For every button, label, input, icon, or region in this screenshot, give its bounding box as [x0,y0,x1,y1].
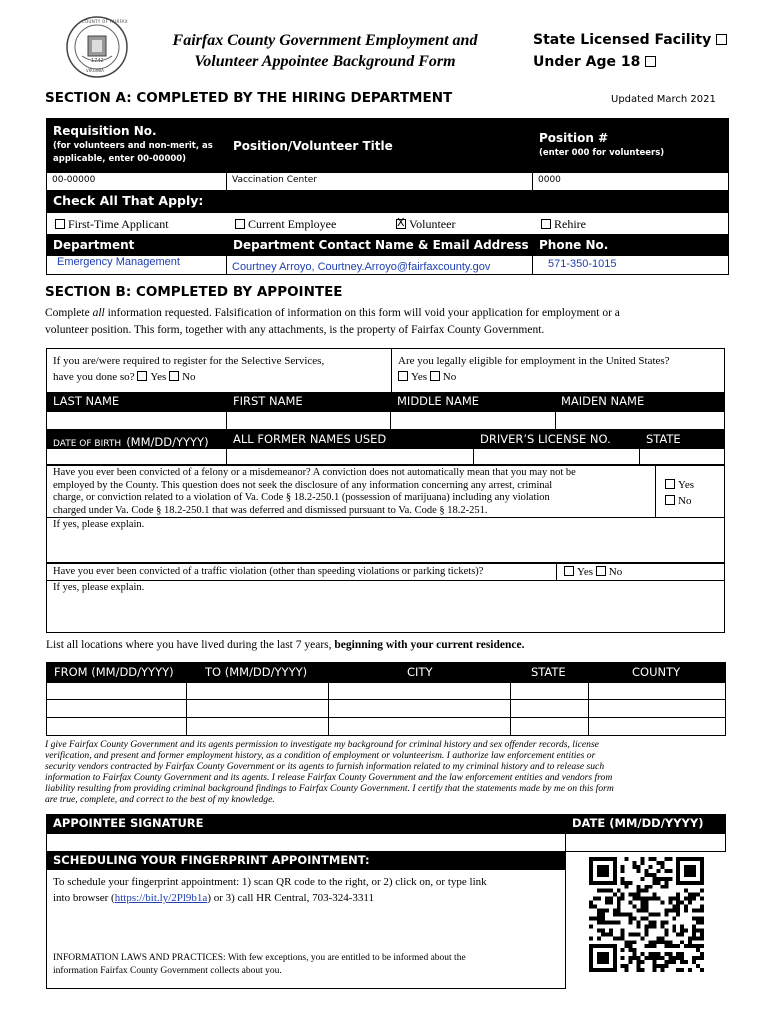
rehire-label: Rehire [554,217,586,231]
name-input-row[interactable] [46,411,725,430]
fingerprint-text-1: To schedule your fingerprint appointment: 1) scan QR code to the right, or 2) click on, or type link [53,876,487,888]
felony-question-2: employed by the County. This question does not seek the disclosure of any information concerning any arrest, criminal [53,479,553,491]
department-label: Department [53,238,135,252]
department-value[interactable]: Emergency Management [57,256,180,268]
fingerprint-text-2: into browser ( [53,892,115,904]
contact-label: Department Contact Name & Email Address [233,238,529,252]
under-age-checkbox[interactable] [645,56,656,67]
fingerprint-label: SCHEDULING YOUR FINGERPRINT APPOINTMENT: [53,853,370,867]
current-employee-checkbox[interactable] [235,219,245,229]
first-name-label: FIRST NAME [233,394,303,408]
phone-label: Phone No. [539,238,609,252]
first-time-checkbox[interactable] [55,219,65,229]
traffic-yes-checkbox[interactable] [564,566,574,576]
res-to-label: TO (MM/DD/YYYY) [205,665,308,679]
traffic-no-label: No [608,566,623,578]
signature-label: APPOINTEE SIGNATURE [53,816,204,830]
eligible-no-label: No [442,371,457,383]
res-city-label: CITY [407,665,433,679]
traffic-explain[interactable]: If yes, please explain. [53,582,145,593]
res-state-label: STATE [531,665,566,679]
requisition-label: Requisition No. [53,124,157,138]
selective-yes-checkbox[interactable] [137,371,147,381]
current-employee-label: Current Employee [248,217,337,231]
title-line-1: Fairfax County Government Employment and [172,32,478,49]
section-b-title: SECTION B: COMPLETED BY APPOINTEE [45,284,343,300]
license-label: DRIVER’S LICENSE NO. [480,432,611,446]
seal-bottom-text: VIRGINIA [86,68,104,73]
requisition-value[interactable]: 00-00000 [52,175,96,185]
info-laws-2: information Fairfax County Government collects about you. [53,966,282,976]
under-age-label: Under Age 18 [533,54,641,70]
selective-question-1: If you are/were required to register for the Selective Services, [53,355,325,367]
fingerprint-text-3: ) or 3) call HR Central, 703-324-3311 [207,892,375,904]
fingerprint-link[interactable]: https://bit.ly/2Pl9b1a [114,892,208,904]
felony-yes-checkbox[interactable] [665,479,675,489]
felony-question-4: charged under Va. Code § 18.2-250.1 that was deferred and dismissed pursuant to Va. Code § 18.2-251. [53,504,488,516]
former-names-label: ALL FORMER NAMES USED [233,432,387,446]
felony-question-3: charge, or conviction related to a violation of Va. Code § 18.2-250.1 (possession of marijuana) including any violation [53,492,550,503]
seal-top-text: COUNTY OF FAIRFAX [82,19,128,24]
eligible-question: Are you legally eligible for employment in the United States? [398,355,670,367]
position-num-value[interactable]: 0000 [538,175,561,185]
check-all-bar [46,191,729,212]
felony-no-label: No [678,495,692,507]
volunteer-checkbox[interactable] [396,219,406,229]
seal-year: 1742 [91,58,104,64]
felony-no-checkbox[interactable] [665,495,675,505]
date-field[interactable] [565,833,726,852]
section-a-values-row [46,172,729,191]
eligible-yes-checkbox[interactable] [398,371,408,381]
info-laws-1: INFORMATION LAWS AND PRACTICES: With few exceptions, you are entitled to be informed about the [53,953,466,963]
requisition-note: (for volunteers and non-merit, as applicable, enter 00-00000) [53,141,213,164]
dob-label: DATE OF BIRTH [53,439,122,449]
traffic-yes-label: Yes [577,566,594,578]
qr-code[interactable] [589,857,704,972]
selective-question-2: have you done so? [53,371,135,383]
selective-no-label: No [182,371,196,383]
middle-name-label: MIDDLE NAME [397,394,480,408]
section-b-intro: Complete all information requested. Falsification of information on this form will void your application for employment or a volunteer position. This form, together with any attachments, is the property of Fairfax County Government. [45,307,620,336]
residence-table[interactable] [46,682,726,736]
title-line-2: Volunteer Appointee Background Form [194,53,456,70]
check-all-label: Check All That Apply: [53,193,204,208]
residence-instructions: List all locations where you have lived during the last 7 years, beginning with your current residence. [46,639,525,651]
state-licensed-checkbox[interactable] [716,34,727,45]
felony-yes-label: Yes [678,479,695,491]
first-time-label: First-Time Applicant [68,217,169,231]
county-seal [66,16,128,78]
state-label: STATE [646,432,681,446]
signature-field[interactable] [46,833,566,852]
position-title-label: Position/Volunteer Title [233,139,393,153]
volunteer-label: Volunteer [409,217,456,231]
position-title-value[interactable]: Vaccination Center [232,175,317,185]
felony-question-1: Have you ever been convicted of a felony or a misdemeanor? A conviction does not automatically mean that you may not be [53,467,576,478]
res-county-label: COUNTY [632,665,681,679]
selective-yes-label: Yes [150,371,167,383]
last-name-label: LAST NAME [53,394,120,408]
eligible-yes-label: Yes [411,371,428,383]
section-a-title: SECTION A: COMPLETED BY THE HIRING DEPARTMENT [45,90,453,106]
updated-date: Updated March 2021 [611,94,716,105]
selective-no-checkbox[interactable] [169,371,179,381]
dob-format: (MM/DD/YYYY) [126,435,209,449]
dob-input-row[interactable] [46,448,725,465]
position-num-note: (enter 000 for volunteers) [539,148,665,158]
permission-statement: I give Fairfax County Government and its agents permission to investigate my background for criminal history and sex offender records, license verification, and present and former employment history, as a condition of employment or volunteerism. I authorize law enforcement entities or security vendors contracted by Fairfax County Government or its agents to furnish information related to my criminal history and to release such information to Fairfax County Government and its agents. I release Fairfax County Government and the law enforcement entities and vendors from liability resulting from providing criminal background findings to Fairfax County Government. I certify that the statements made by me on this form are true, complete, and correct to the best of my knowledge. [45,739,614,805]
eligible-no-checkbox[interactable] [430,371,440,381]
form-title [140,30,510,72]
phone-value[interactable]: 571-350-1015 [548,258,617,270]
traffic-question: Have you ever been convicted of a traffic violation (other than speeding violations or parking tickets)? [53,566,484,577]
rehire-checkbox[interactable] [541,219,551,229]
state-licensed-label: State Licensed Facility [533,32,712,48]
position-num-label: Position # [539,131,609,145]
contact-value[interactable]: Courtney Arroyo, Courtney.Arroyo@fairfaxcounty.gov [232,261,491,273]
traffic-no-checkbox[interactable] [596,566,606,576]
felony-explain[interactable]: If yes, please explain. [53,519,145,530]
date-label: DATE (MM/DD/YYYY) [572,816,704,830]
res-from-label: FROM (MM/DD/YYYY) [54,665,174,679]
maiden-name-label: MAIDEN NAME [561,394,645,408]
